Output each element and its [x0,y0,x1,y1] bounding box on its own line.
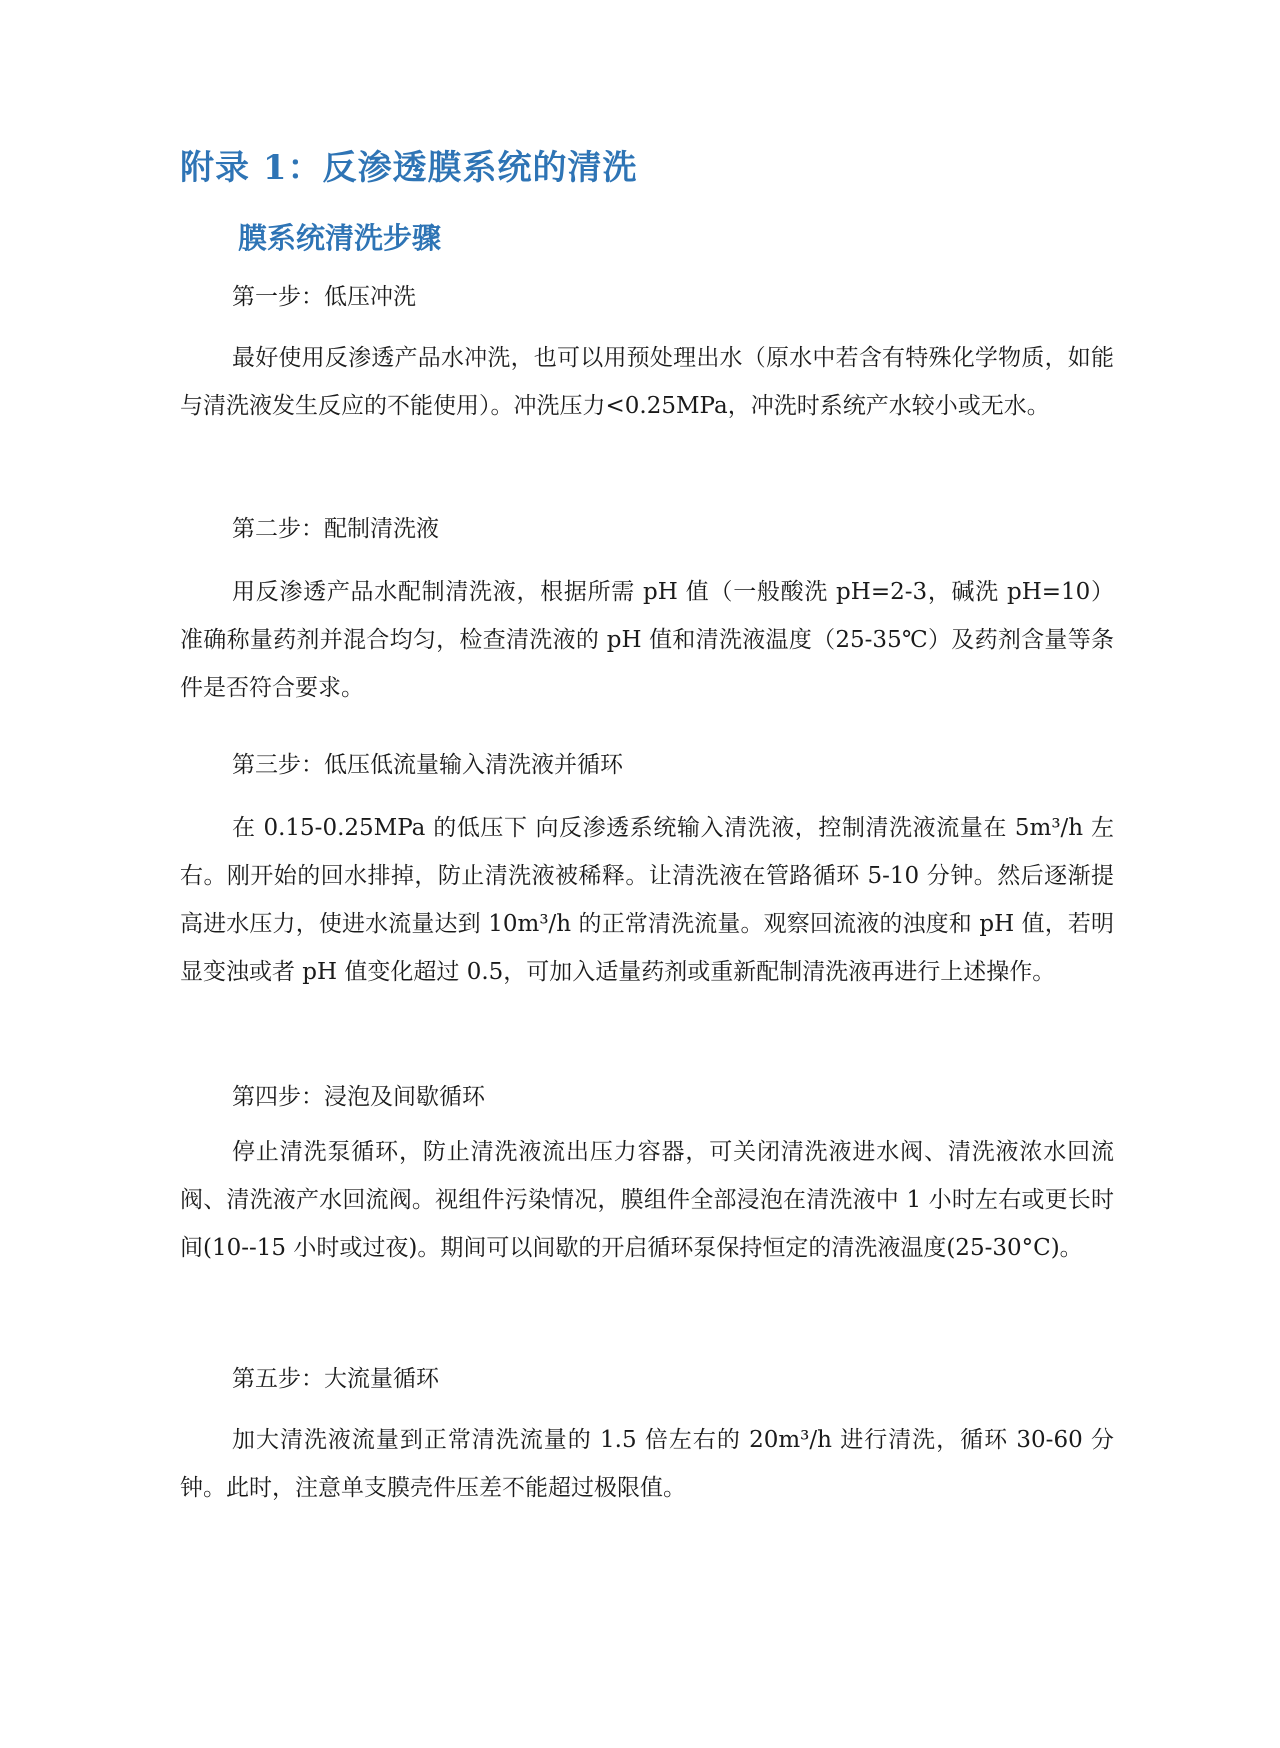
step-4-paragraph: 停止清洗泵循环，防止清洗液流出压力容器，可关闭清洗液进水阀、清洗液浓水回流阀、清洗液产水回流阀。视组件污染情况，膜组件全部浸泡在清洗液中 1 小时左右或更长时间(10--15 小时或过夜)。期间可以间歇的开启循环泵保持恒定的清洗液温度(25-30°C)。 [180,1139,1114,1261]
step-3-title: 第三步：低压低流量输入清洗液并循环 [232,752,623,778]
step-2-title: 第二步：配制清洗液 [232,516,439,542]
section-title: 膜系统清洗步骤 [238,221,442,255]
step-4-title: 第四步：浸泡及间歇循环 [232,1084,485,1110]
step-3-paragraph: 在 0.15-0.25MPa 的低压下 向反渗透系统输入清洗液，控制清洗液流量在 5m³/h 左右。刚开始的回水排掉，防止清洗液被稀释。让清洗液在管路循环 5-10 分钟。然后逐渐提高进水压力，使进水流量达到 10m³/h 的正常清洗流量。观察回流液的浊度和 pH 值，若明显变浊或者 pH 值变化超过 0.5，可加入适量药剂或重新配制清洗液再进行上述操作。 [180,815,1114,985]
appendix-title: 附录 1：反渗透膜系统的清洗 [180,148,638,188]
step-1-paragraph: 最好使用反渗透产品水冲洗，也可以用预处理出水（原水中若含有特殊化学物质，如能与清洗液发生反应的不能使用）。冲洗压力<0.25MPa，冲洗时系统产水较小或无水。 [180,345,1114,419]
step-2-paragraph: 用反渗透产品水配制清洗液，根据所需 pH 值（一般酸洗 pH=2-3，碱洗 pH=10）准确称量药剂并混合均匀，检查清洗液的 pH 值和清洗液温度（25-35℃）及药剂含量等条件是否符合要求。 [180,579,1114,701]
step-1-title: 第一步：低压冲洗 [232,284,416,310]
step-5-title: 第五步：大流量循环 [232,1366,439,1392]
step-5-paragraph: 加大清洗液流量到正常清洗流量的 1.5 倍左右的 20m³/h 进行清洗，循环 30-60 分钟。此时，注意单支膜壳件压差不能超过极限值。 [180,1427,1114,1501]
